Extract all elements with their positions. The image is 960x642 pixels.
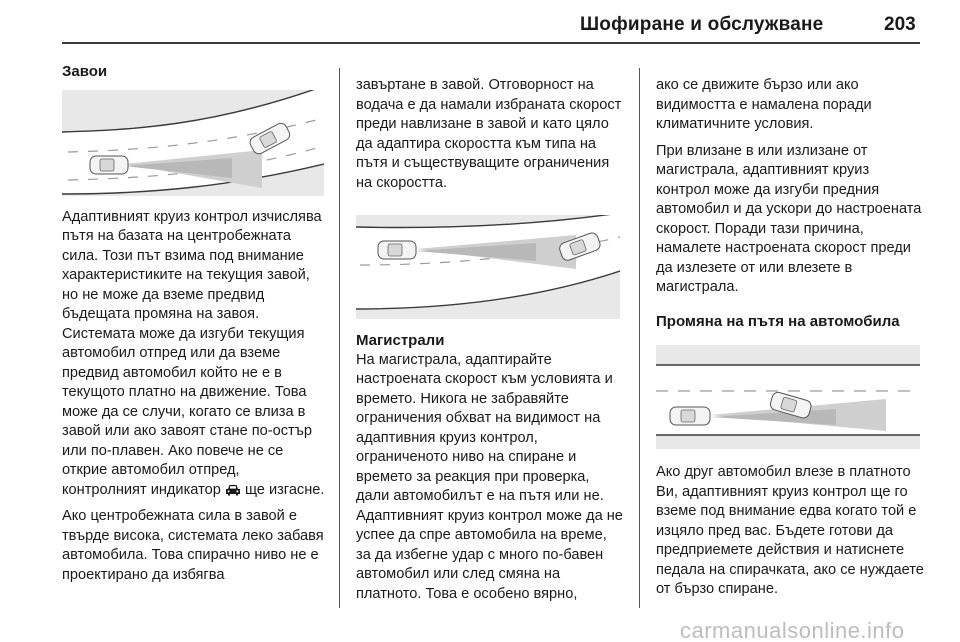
figure-highway-curve [356,215,620,319]
paragraph-curves-1-text: Адаптивният круиз контрол изчислява пътя на базата на центробежната сила. Този път взима под внимание характеристиките на текущия завой, но не може да вземе предвид бъдещата промяна на завоя. Системата може да изгуби текущия автомобил отпред или да вземе предвид автомобил който не е в текущото платно на движение. Това може да се случи, когато се влиза в завой или ако завоят стане по-остър или по-плавен. Ако повече не се открие автомобил отпред, контролният индикатор [62,208,322,498]
car-front-icon [225,483,241,496]
figure-lane-change [656,345,920,449]
paragraph-curves-3: завъртане в завой. Отговорност на водача е да намали избраната скорост преди навлизане в завой и като цяло да адаптира скоростта към типа на пътя и съществуващите ограничения на скоростта. [356,77,622,191]
paragraph-curves-1-end: ще изгасне. [244,481,325,498]
paragraph-highways: На магистрала, адаптирайте настроената скорост към условията и времето. Никога не забравяйте ограничения обхват на видимост на адаптивния круиз контрол, ограниченото ниво на спиране и времето за реакция при проверка, дали автомобилът е на пътя или не. Адаптивният круиз контрол може да не успее да спре автомобила на време, за да избегне удар с много по-бавен автомобил или след смяна на платното. Това е особено вярно, [356,351,623,602]
paragraph-highways-cont: ако се движите бързо или ако видимостта е намалена поради климатичните условия. [656,77,872,132]
paragraph-curves-2: Ако центробежната сила в завой е твърде висока, системата леко забавя автомобила. Това спирачно ниво не е проектирано да избягва [62,508,324,583]
page-header-title: Шофиране и обслужване [580,14,824,35]
section-heading-highways: Магистрали [356,332,445,349]
header-rule [62,42,920,44]
column-divider-1 [339,68,340,608]
section-heading-curves: Завои [62,63,108,80]
column-2 [356,76,624,611]
paragraph-lane-change: Ако друг автомобил влезе в платното Ви, адаптивният круиз контрол ще го вземе под внимание едва когато той е изцяло пред вас. Бъдете готови да предприемете действия и натиснете педала на спирачката, ако се нуждаете от бързо спиране. [656,464,924,597]
section-heading-lane-change: Промяна на пътя на автомобила [656,312,900,330]
column-1 [62,62,326,592]
paragraph-curves-1 [62,208,326,501]
figure-curve-road [62,90,324,196]
column-3 [656,76,924,607]
watermark: carmanualsonline.info [680,618,905,642]
paragraph-highway-entry: При влизане в или излизане от магистрала, адаптивният круиз контрол може да изгуби предния автомобил и да ускори до настроената скорост. Поради тази причина, намалете настроената скорост преди да излезете от или влезете в магистрала. [656,142,922,295]
page-number: 203 [884,14,916,35]
column-divider-2 [639,68,640,608]
